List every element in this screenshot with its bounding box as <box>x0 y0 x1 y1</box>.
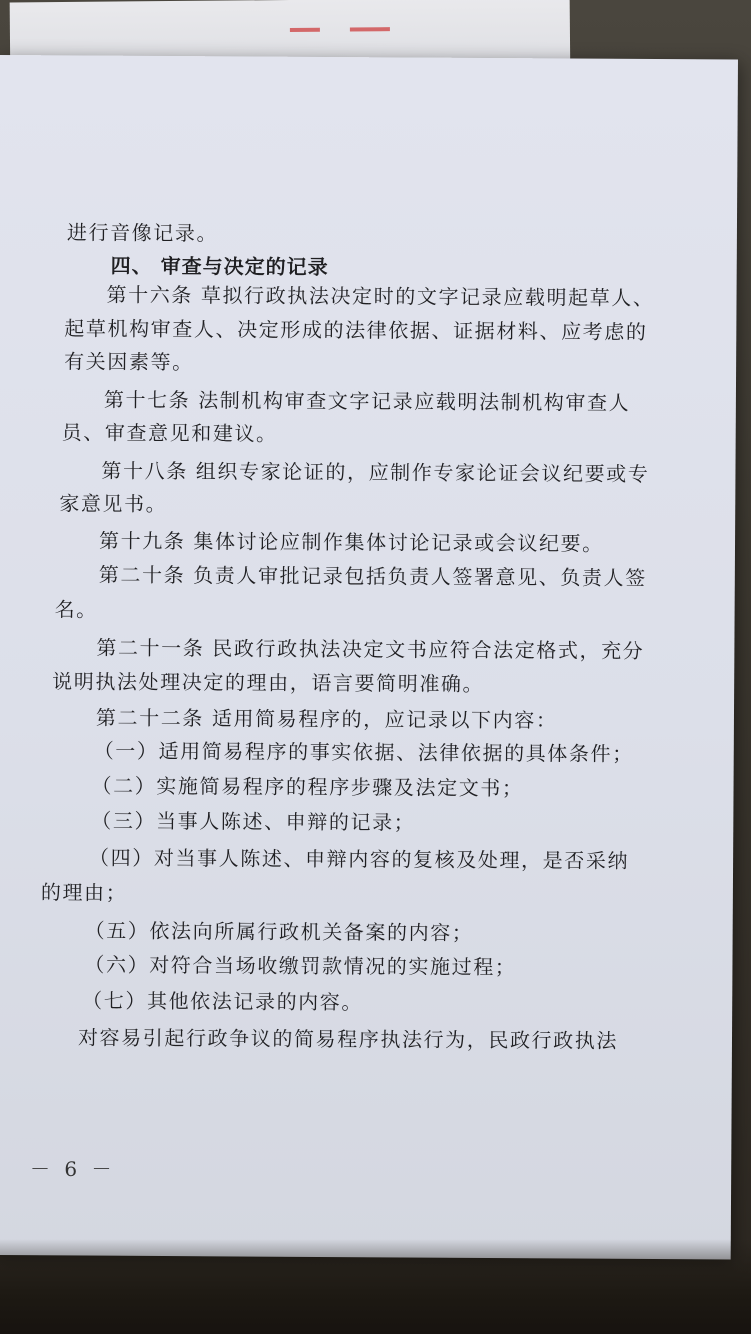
text-line: 名。 <box>54 597 98 622</box>
text-line: （二）实施简易程序的程序步骤及法定文书； <box>91 773 524 801</box>
text-line: 对容易引起行政争议的简易程序执法行为，民政行政执法 <box>77 1025 619 1053</box>
text-line: 第十八条 组织专家论证的，应制作专家论证会议纪要或专 <box>101 458 650 486</box>
text-line: 第二十二条 适用简易程序的，应记录以下内容： <box>95 705 558 733</box>
text-line: 家意见书。 <box>59 491 168 517</box>
text-line: 第二十条 负责人审批记录包括负责人签署意见、负责人签 <box>98 562 647 590</box>
text-line: 说明执法处理决定的理由，语言要简明准确。 <box>52 669 485 696</box>
text-line: 员、审查意见和建议。 <box>61 420 278 446</box>
bottom-shadow <box>0 1239 751 1334</box>
text-line: （六）对符合当场收缴罚款情况的实施过程； <box>84 952 517 980</box>
text-line: （一）适用简易程序的事实依据、法律依据的具体条件； <box>93 738 634 766</box>
page-number: － 6 － <box>30 1157 116 1181</box>
document-page <box>0 55 738 1259</box>
text-line: 有关因素等。 <box>64 349 194 375</box>
text-line: 第十九条 集体讨论应制作集体讨论记录或会议纪要。 <box>98 528 604 556</box>
text-line: （五）依法向所属行政机关备案的内容； <box>84 918 474 945</box>
text-line: 进行音像记录。 <box>66 220 219 246</box>
text-line: 第十七条 法制机构审查文字记录应载明法制机构审查人 <box>103 387 631 415</box>
text-line: 的理由； <box>40 880 128 905</box>
text-line: （四）对当事人陈述、申辩内容的复核及处理，是否采纳 <box>89 845 630 873</box>
section-heading: 四、 审查与决定的记录 <box>110 253 329 280</box>
red-mark <box>350 27 390 31</box>
text-line: （三）当事人陈述、申辩的记录； <box>91 808 416 835</box>
text-line: 起草机构审查人、决定形成的法律依据、证据材料、应考虑的 <box>64 316 648 344</box>
text-line: （七）其他依法记录的内容。 <box>82 988 364 1015</box>
text-line: 第二十一条 民政行政执法决定文书应符合法定格式，充分 <box>96 635 645 663</box>
red-mark <box>290 28 320 32</box>
text-line: 第十六条 草拟行政执法决定时的文字记录应载明起草人、 <box>106 282 655 311</box>
